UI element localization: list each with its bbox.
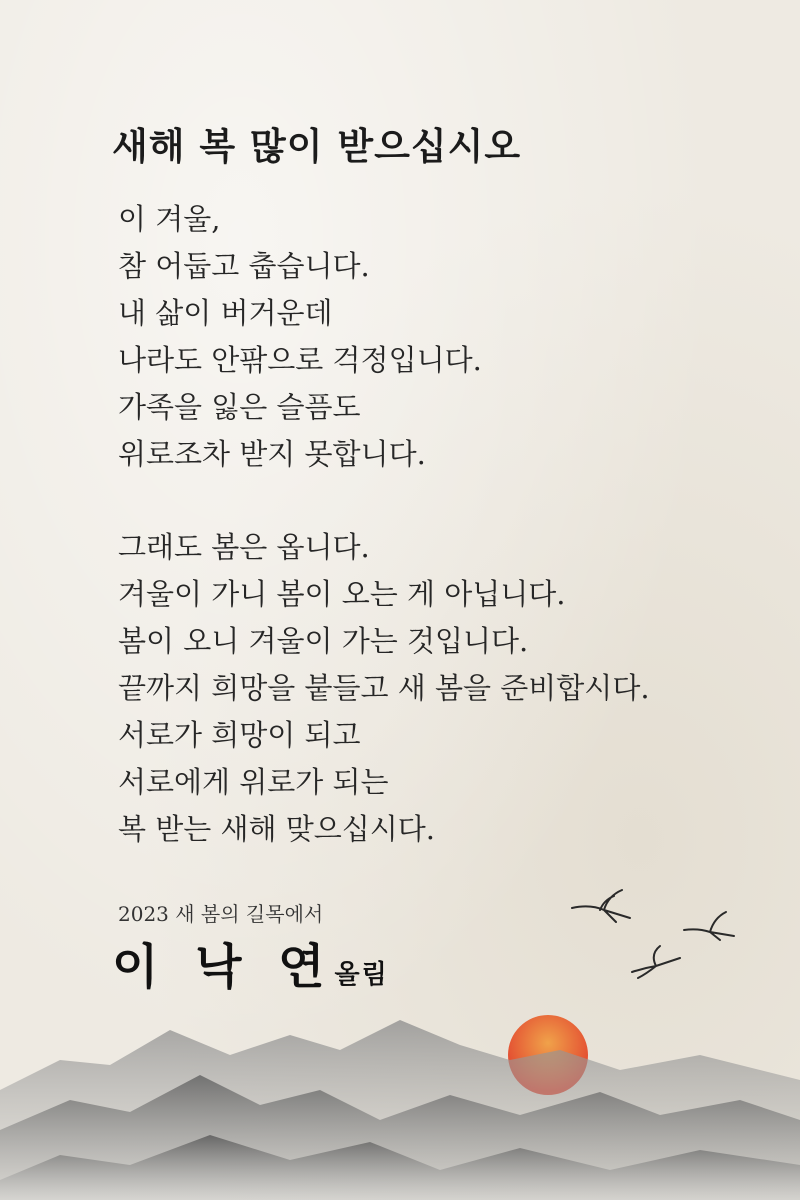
poem-line: 겨울이 가니 봄이 오는 게 아닙니다. (118, 577, 566, 611)
poem-line: 봄이 오니 겨울이 가는 것입니다. (118, 624, 529, 658)
date-line: 2023 새 봄의 길목에서 (118, 902, 324, 926)
poem-stanza-2 (118, 524, 650, 853)
poem-stanza-1 (118, 196, 650, 478)
signature-name: 이 낙 연 (112, 939, 335, 995)
poem-line: 복 받는 새해 맞으십시다. (118, 812, 436, 846)
poem-line: 그래도 봄은 옵니다. (118, 530, 370, 564)
poem-line: 서로가 희망이 되고 (118, 718, 361, 752)
poem-line: 끝까지 희망을 붙들고 새 봄을 준비합시다. (118, 671, 650, 705)
poem-line: 나라도 안팎으로 걱정입니다. (118, 343, 482, 377)
poem (118, 196, 650, 853)
poem-line: 이 겨울, (118, 202, 221, 236)
poem-line: 가족을 잃은 슬픔도 (118, 390, 361, 424)
poem-line: 서로에게 위로가 되는 (118, 765, 389, 799)
signature-suffix: 올림 (334, 960, 389, 990)
page-title: 새해 복 많이 받으십시오 (112, 125, 522, 168)
mountain-range-icon (0, 880, 800, 1200)
poem-line: 위로조차 받지 못합니다. (118, 437, 426, 471)
poem-line: 내 삶이 버거운데 (118, 296, 333, 330)
poem-line: 참 어둡고 춥습니다. (118, 249, 370, 283)
